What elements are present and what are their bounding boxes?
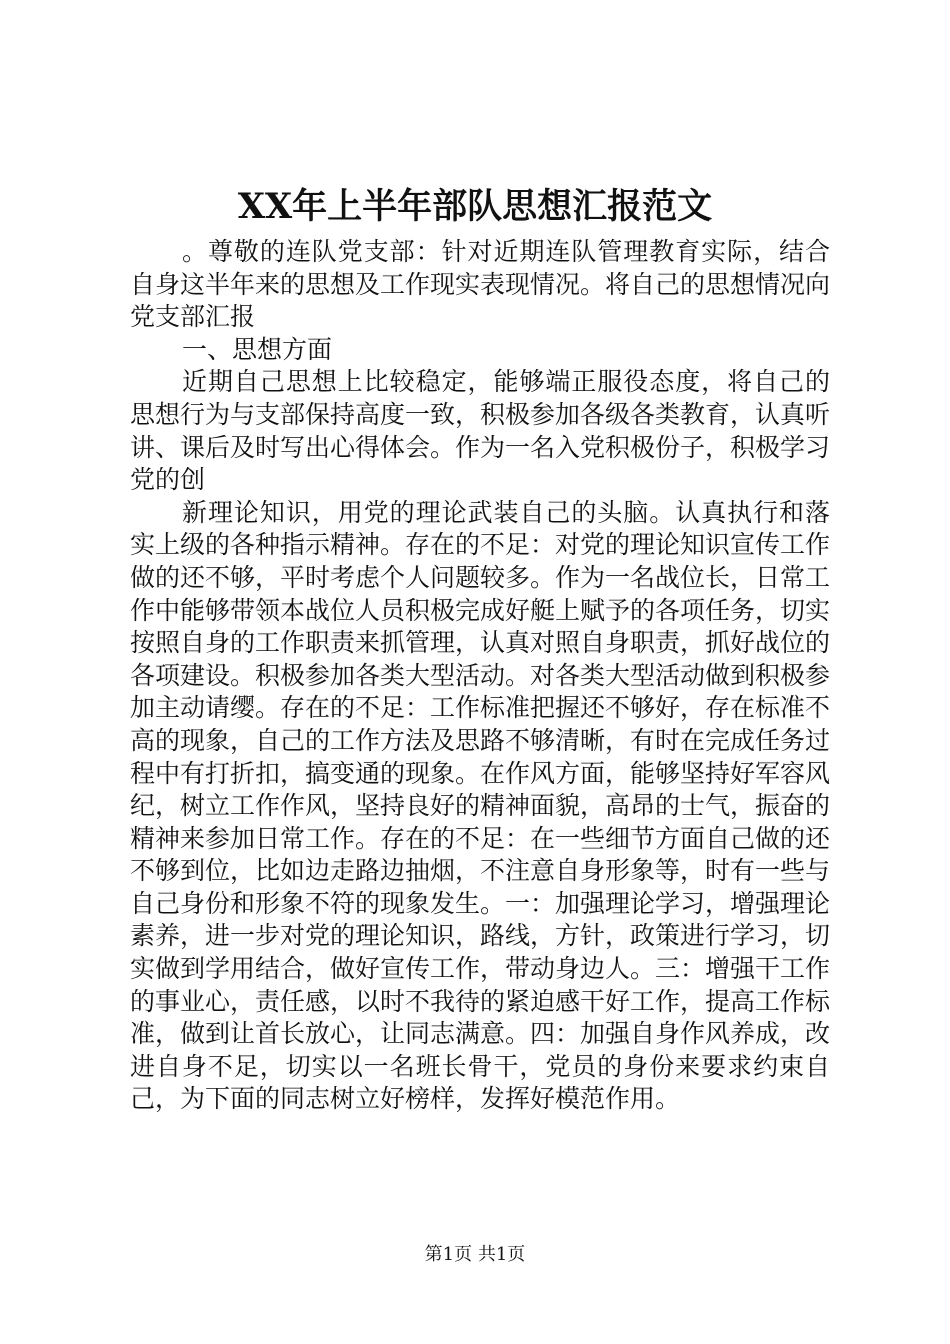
paragraph-thought-status: 近期自己思想上比较稳定，能够端正服役态度，将自己的思想行为与支部保持高度一致，积极参加各级各类教育，认真听讲、课后及时写出心得体会。作为一名入党积极份子，积极学习党的创 — [130, 367, 831, 495]
section-heading-thought: 一、思想方面 — [182, 334, 333, 364]
page-number-footer: 第1页 共1页 — [424, 1244, 526, 1265]
document-body — [130, 236, 830, 1116]
paragraph-salutation: 。尊敬的连队党支部：针对近期连队管理教育实际，结合自身这半年来的思想及工作现实表现情况。将自己的思想情况向党支部汇报 — [130, 237, 831, 332]
paragraph-main-body: 新理论知识，用党的理论武装自己的头脑。认真执行和落实上级的各种指示精神。存在的不足：对党的理论知识宣传工作做的还不够，平时考虑个人问题较多。作为一名战位长，日常工作中能够带领本战位人员积极完成好艇上赋予的各项任务，切实按照自身的工作职责来抓管理，认真对照自身职责，抓好战位的各项建设。积极参加各类大型活动。对各类大型活动做到积极参加主动请缨。存在的不足：工作标准把握还不够好，存在标准不高的现象，自己的工作方法及思路不够清晰，有时在完成任务过程中有打折扣，搞变通的现象。在作风方面，能够坚持好军容风纪，树立工作作风，坚持良好的精神面貌，高昂的士气，振奋的精神来参加日常工作。存在的不足：在一些细节方面自己做的还不够到位，比如边走路边抽烟，不注意自身形象等，时有一些与自己身份和形象不符的现象发生。一：加强理论学习，增强理论素养，进一步对党的理论知识，路线，方针，政策进行学习，切实做到学用结合，做好宣传工作，带动身边人。三：增强干工作的事业心，责任感，以时不我待的紧迫感干好工作，提高工作标准，做到让首长放心，让同志满意。四：加强自身作风养成，改进自身不足，切实以一名班长骨干，党员的身份来要求约束自己，为下面的同志树立好榜样，发挥好模范作用。 — [130, 497, 831, 1114]
document-title: XX年上半年部队思想汇报范文 — [237, 186, 713, 227]
